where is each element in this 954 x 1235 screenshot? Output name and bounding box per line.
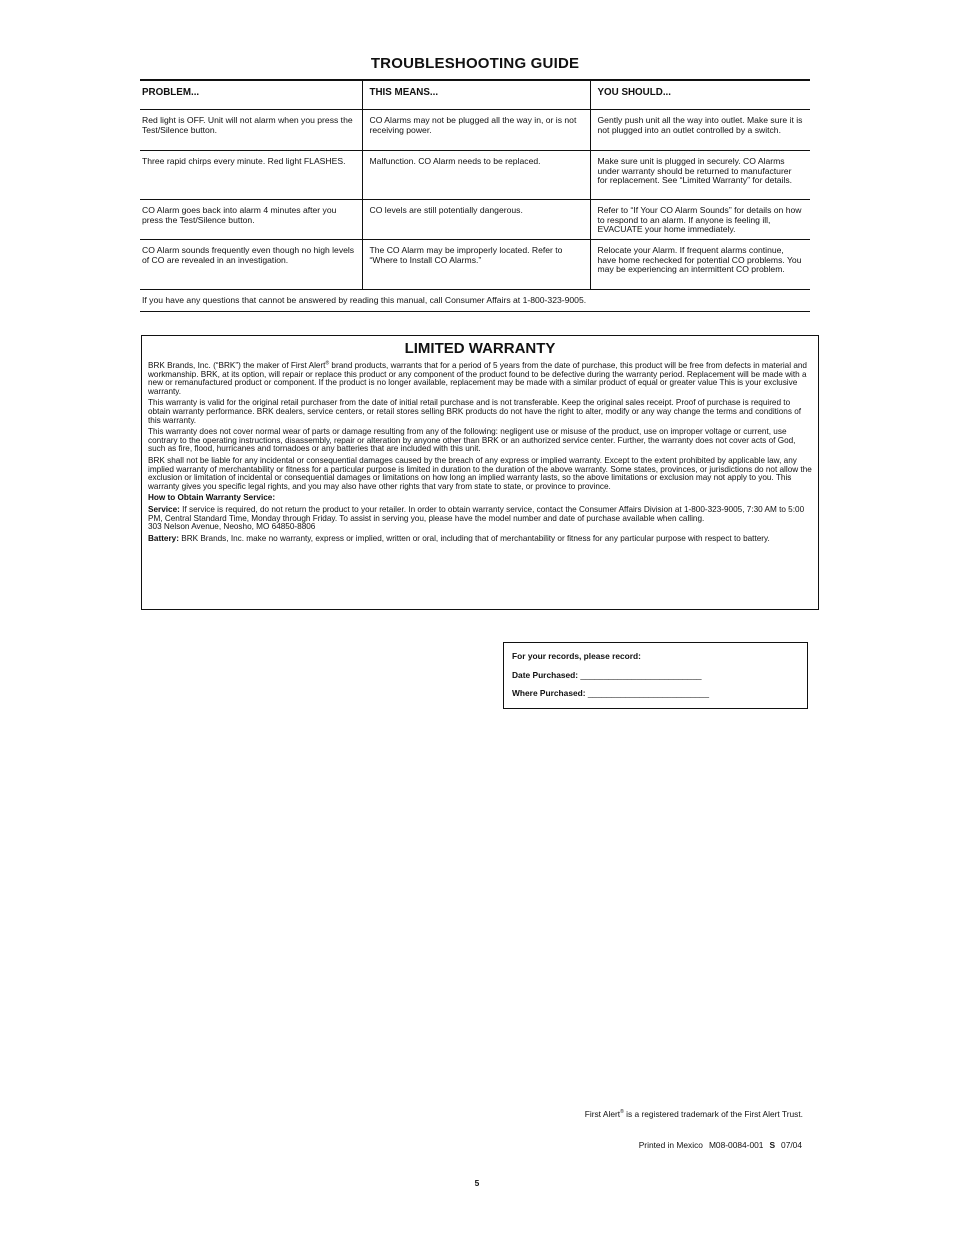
means-cell: Malfunction. CO Alarm needs to be replaced.: [362, 151, 590, 200]
records-heading: For your records, please record:: [512, 651, 641, 661]
where-purchased-label: Where Purchased:: [512, 688, 586, 698]
battery-text: BRK Brands, Inc. make no warranty, express or implied, written or oral, including that of merchantability or fitness for any particular purpose with respect to battery.: [178, 533, 770, 543]
should-cell: Refer to “If Your CO Alarm Sounds” for details on how to respond to an alarm. If anyone is feeling ill, EVACUATE your home immediately.: [590, 200, 810, 240]
trademark-text: is a registered trademark of the First Alert Trust.: [623, 1109, 803, 1119]
warranty-paragraph-exclusions: This warranty does not cover normal wear of parts or damage resulting from any of the following: negligent use or misuse of the product, use on improper voltage or current, use contrary to the operating instructions, disassembly, repair or alteration by anyone other than BRK or an authorized service center. Further, the warranty does not cover acts of God, such as fire, flood, hurricanes and tornadoes or any batteries that are included with this unit.: [148, 427, 796, 454]
means-cell: CO levels are still potentially dangerous.: [362, 200, 590, 240]
date-purchased-line: __________________________: [580, 670, 702, 680]
warranty-paragraph-validity: This warranty is valid for the original retail purchaser from the date of initial retail purchase and is not transferable. Keep the original sales receipt. Proof of purchase is required to obtain warranty performance. BRK dealers, service centers, or retail stores selling BRK products do not have the right to alter, modify or any way change the terms and conditions of this warranty.: [148, 398, 802, 425]
edition-letter: S: [769, 1140, 776, 1150]
battery-label: Battery:: [148, 533, 179, 543]
where-purchased-field: [512, 688, 709, 698]
service-text: If service is required, do not return the product to your retailer. In order to obtain warranty service, contact the Consumer Affairs Division at 1-800-323-9005, 7:30 AM to 5:00 PM, Central Standard Time, Monday through Friday. To assist in serving you, please have the model number and date of purchase available when calling.: [148, 504, 805, 523]
header-this-means: THIS MEANS...: [362, 80, 590, 110]
warranty-p1-rest: brand products, warrants that for a period of 5 years from the date of purchase, this product will be free from defects in material and workmanship. BRK, at its option, will repair or replace this product or any component of the product found to be defective during the warranty period. Replacement will be made with a new or remanufactured product or component. If the product is no longer available, replacement may be made with a similar product of equal or greater value This is your exclusive warranty.: [148, 361, 807, 396]
print-info: [639, 1140, 802, 1150]
should-cell: Make sure unit is plugged in securely. CO Alarms under warranty should be returned to manufacturer for replacement. See “Limited Warranty” for details.: [590, 151, 810, 200]
registered-mark: ®: [325, 360, 330, 367]
should-cell: Relocate your Alarm. If frequent alarms continue, have home rechecked for potential CO problems. You may be experiencing an intermittent CO problem.: [590, 240, 810, 290]
table-row: [140, 151, 810, 200]
problem-cell: CO Alarm sounds frequently even though no high levels of CO are revealed in an investigation.: [140, 240, 362, 290]
problem-cell: Red light is OFF. Unit will not alarm when you press the Test/Silence button.: [140, 110, 362, 151]
records-box: [503, 642, 808, 709]
header-you-should: YOU SHOULD...: [590, 80, 810, 110]
date-purchased-field: [512, 670, 702, 680]
trademark-notice: [585, 1109, 803, 1119]
troubleshooting-title: TROUBLESHOOTING GUIDE: [370, 55, 580, 72]
warranty-paragraph-liability: BRK shall not be liable for any incidental or consequential damages caused by the breach of any express or implied warranty. Except to the extent prohibited by applicable law, any implied warranty of merchantability or fitness for a particular purpose is limited in duration to the duration of the above warranty. Some states, provinces, or jurisdictions do not allow the exclusion or limitation of incidental or consequential damages or limitations on how long an implied warranty lasts, so the above limitations or exclusion may not apply to you. This warranty gives you specific legal rights, and you may also have other rights that vary from state to state, or province to province.: [148, 455, 812, 491]
where-purchased-line: __________________________: [587, 688, 709, 698]
table-row: [140, 200, 810, 240]
warranty-service-heading: How to Obtain Warranty Service:: [148, 493, 276, 503]
warranty-battery-paragraph: [148, 535, 812, 544]
troubleshooting-table: [140, 79, 810, 312]
header-problem: PROBLEM...: [140, 80, 362, 110]
problem-cell: Three rapid chirps every minute. Red light FLASHES.: [140, 151, 362, 200]
limited-warranty-box: [141, 335, 819, 610]
registered-mark: ®: [620, 1109, 624, 1116]
warranty-paragraph-coverage: [148, 362, 812, 396]
table-header-row: [140, 80, 810, 110]
service-address: 303 Nelson Avenue, Neosho, MO 64850-8806: [148, 522, 316, 532]
means-cell: The CO Alarm may be improperly located. Refer to “Where to Install CO Alarms.”: [362, 240, 590, 290]
should-cell: Gently push unit all the way into outlet. Make sure it is not plugged into an outlet controlled by a switch.: [590, 110, 810, 151]
warranty-p1-start: BRK Brands, Inc. (“BRK”) the maker of First Alert: [148, 361, 326, 370]
service-label: Service:: [148, 504, 180, 514]
printed-in: Printed in Mexico: [638, 1140, 703, 1150]
consumer-affairs-note: If you have any questions that cannot be answered by reading this manual, call Consumer Affairs at 1-800-323-9005.: [140, 290, 810, 312]
part-number: M08-0084-001: [708, 1140, 764, 1150]
table-note-row: [140, 290, 810, 312]
trademark-brand: First Alert: [584, 1109, 621, 1119]
table-row: [140, 110, 810, 151]
means-cell: CO Alarms may not be plugged all the way in, or is not receiving power.: [362, 110, 590, 151]
warranty-service-paragraph: [148, 506, 812, 532]
print-date: 07/04: [781, 1140, 802, 1150]
date-purchased-label: Date Purchased:: [512, 670, 579, 680]
warranty-title: LIMITED WARRANTY: [404, 340, 556, 357]
problem-cell: CO Alarm goes back into alarm 4 minutes after you press the Test/Silence button.: [140, 200, 362, 240]
page-number: 5: [474, 1178, 480, 1188]
table-row: [140, 240, 810, 290]
